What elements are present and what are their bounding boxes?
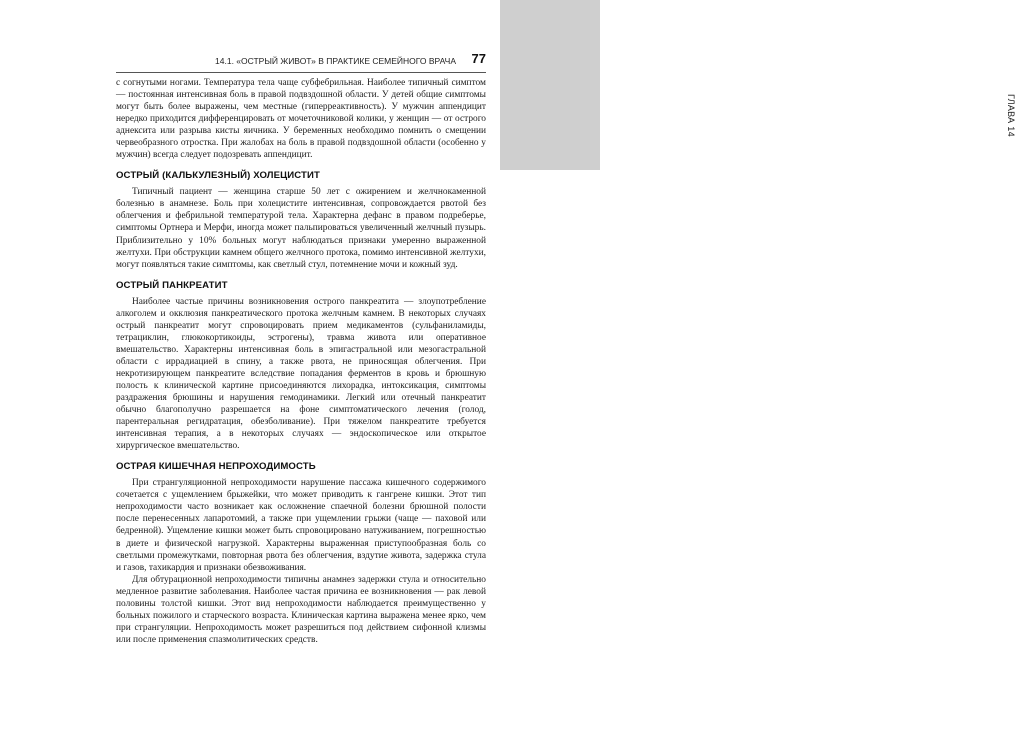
section-heading-pancreatitis: ОСТРЫЙ ПАНКРЕАТИТ: [116, 279, 228, 291]
chapter-label: ГЛАВА 14: [1006, 94, 1016, 137]
page-body: [116, 77, 486, 646]
obstruction-paragraph-2: Для обтурационной непроходимости типичны анамнез задержки стула и относительно медленное развитие заболевания. Наиболее частая причина ее возникновения — рак левой половины толстой кишки. Этот вид непроходимости наблюдается преимущественно у больных пожилого и старческого возраста. Клиническая картина выражена менее ярко, чем при странгуляции. Непроходимость может разрешиться под действием сифонной клизмы или после применения спазмолитических средств.: [116, 574, 486, 645]
chapter-sidebar: [500, 0, 1016, 170]
obstruction-paragraph-1: При странгуляционной непроходимости нарушение пассажа кишечного содержимого сочетается с ущемлением брыжейки, что может приводить к гангрене кишки. Этот тип непроходимости часто возникает как осложнение спаечной болезни брюшной полости после перенесенных лапаротомий, а также при ущемлении грыжи (чаще — паховой или бедренной). Ущемление кишки может быть спровоцировано натуживанием, погрешностью в диете и физической нагрузкой. Характерны выраженная приступообразная боль со светлыми промежутками, повторная рвота без облегчения, вздутие живота, задержка стула и газов, тахикардия и признаки обезвоживания.: [116, 478, 486, 573]
section-heading-obstruction: ОСТРАЯ КИШЕЧНАЯ НЕПРОХОДИМОСТЬ: [116, 461, 316, 473]
page-header: [116, 50, 486, 73]
pancreatitis-paragraph: Наиболее частые причины возникновения острого панкреатита — злоупотребление алкоголем и окклюзия панкреатического протока желчным камнем. В некоторых случаях острый панкреатит могут спровоцировать прием медикаментов (сульфаниламиды, тетрациклин, глюкокортикоиды, эстрогены), травма живота или оперативное вмешательство. Характерны интенсивная боль в эпигастральной или мезогастральной области с иррадиацией в спину, а также рвота, не приносящая облегчения. При некротизирующем панкреатите вследствие попадания ферментов в кровь и брюшную полость к клинической картине присоединяются лихорадка, интоксикация, симптомы раздражения брюшины и нарушения гемодинамики. Легкий или отечный панкреатит обычно благополучно разрешается на фоне симптоматического лечения (голод, парентеральная регидратация, обезболивание). При тяжелом панкреатите требуется интенсивная терапия, а в некоторых случаях — эндоскопическое или открытое хирургическое вмешательство.: [116, 296, 486, 452]
page-number: 77: [471, 51, 486, 66]
section-heading-cholecystitis: ОСТРЫЙ (КАЛЬКУЛЕЗНЫЙ) ХОЛЕЦИСТИТ: [116, 170, 320, 182]
running-head: 14.1. «ОСТРЫЙ ЖИВОТ» В ПРАКТИКЕ СЕМЕЙНОГО ВРАЧА: [215, 56, 456, 66]
intro-paragraph: с согнутыми ногами. Температура тела чаще субфебрильная. Наиболее типичный симптом — постоянная интенсивная боль в правой подвздошной области. У детей общие симптомы могут быть более выражены, чем местные (гиперреактивность). У мужчин аппендицит нередко приходится дифференцировать от мочеточниковой колики, у женщин — от острого аднексита или разрыва кисты яичника. У беременных необходимо помнить о смещении червеобразного отростка. При жалобах на боль в правой подвздошной области (особенно у мужчин) всегда следует подозревать аппендицит.: [116, 78, 486, 161]
cholecystitis-paragraph: Типичный пациент — женщина старше 50 лет с ожирением и желчнокаменной болезнью в анамнезе. Боль при холецистите интенсивная, сопровождается рвотой без облегчения и фебрильной температурой тела. Характерна дефанс в правом подреберье, симптомы Ортнера и Мерфи, иногда может пальпироваться увеличенный желчный пузырь. Приблизительно у 10% больных могут наблюдаться признаки умеренно выраженной желтухи. При обструкции камнем общего желчного протока, помимо интенсивной желтухи, могут появляться такие симптомы, как светлый стул, потемнение мочи и кожный зуд.: [116, 187, 486, 270]
